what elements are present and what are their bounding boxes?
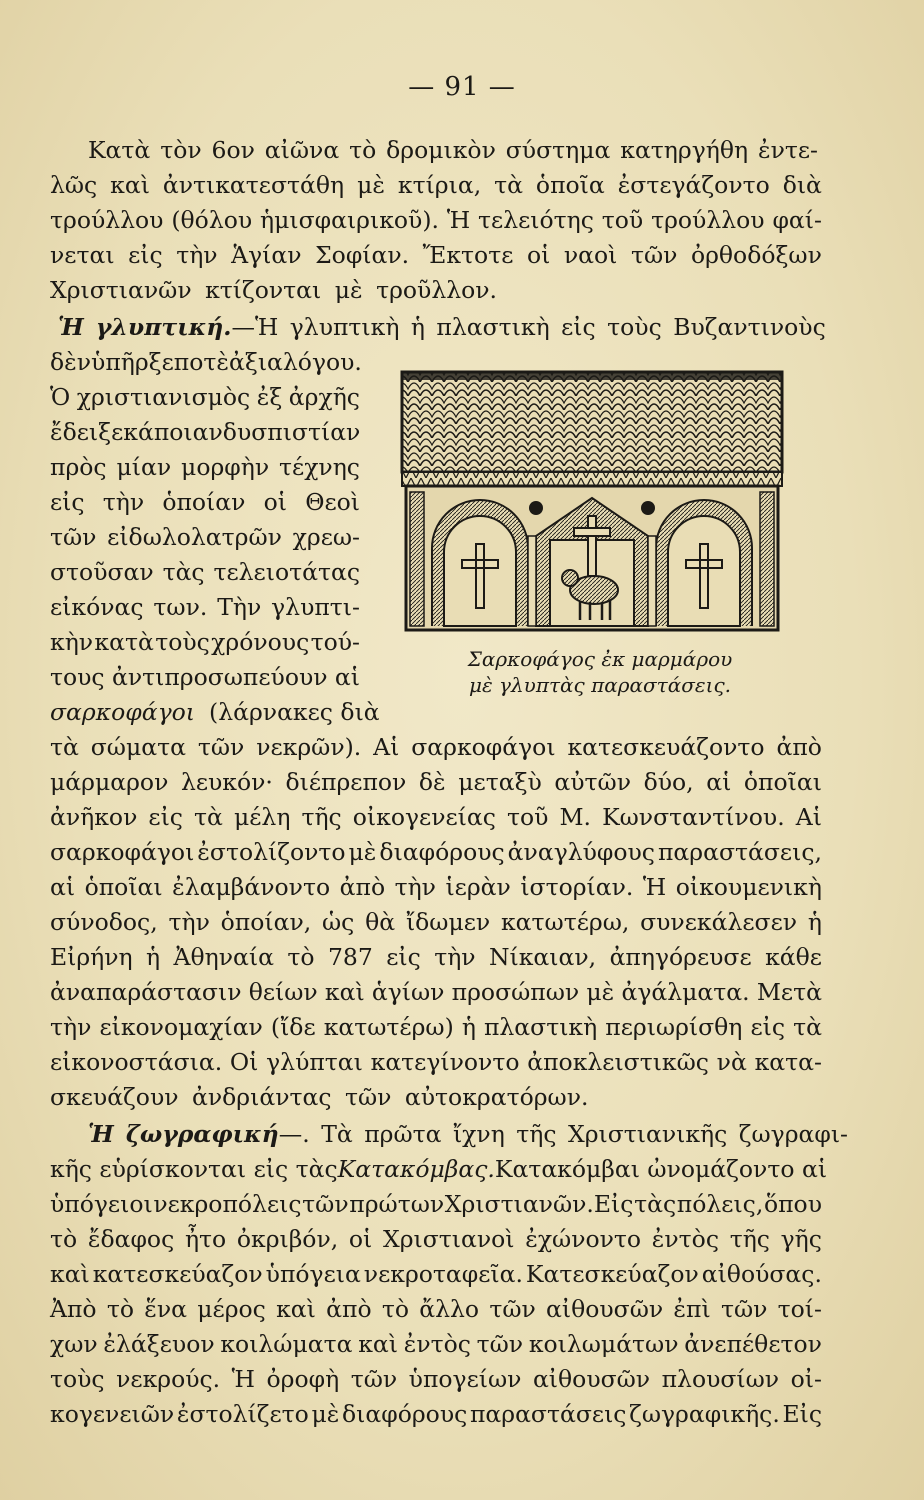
word: τὴν	[50, 1013, 92, 1041]
word: Ἡ	[642, 873, 667, 901]
text-line: Χριστιανῶν κτίζονται μὲ τροῦλλον.	[50, 276, 498, 304]
word: ἀντιπροσωπεύουν	[111, 663, 328, 691]
text-line	[50, 1152, 828, 1186]
text-line	[50, 1257, 822, 1291]
word: ὡς	[322, 908, 355, 936]
word: χρεω-	[292, 523, 360, 551]
word: ἀπὸ	[326, 1295, 372, 1323]
word: κὴν	[50, 628, 94, 656]
word: Χριστιανοὶ	[382, 1225, 515, 1253]
word: ἀρχῆς	[288, 383, 360, 411]
narrow-line	[50, 345, 360, 379]
word: οἰκουμενικὴ	[675, 873, 822, 901]
word: ἐντε-	[757, 136, 818, 164]
section-heading-painting: Ἡ ζωγραφική	[88, 1120, 279, 1148]
word: ἁγίων	[371, 978, 445, 1006]
word: μορφὴν	[181, 453, 270, 481]
word: τοῦ	[601, 206, 644, 234]
word: ἐξ	[256, 383, 283, 411]
word: στοῦσαν	[50, 558, 154, 586]
word: καὶ	[324, 978, 365, 1006]
word: ὑπόγειοι	[50, 1190, 153, 1218]
word: ἔδειξε	[50, 418, 124, 446]
word: Τὴν	[217, 593, 262, 621]
word: ὑπῆρξε	[91, 348, 174, 376]
word: ἱστορίαν.	[520, 873, 634, 901]
word: εἰδωλολατρῶν	[107, 523, 282, 551]
word: τὸ	[349, 136, 377, 164]
word: νεκρῶν).	[256, 733, 362, 761]
word: Αἱ	[373, 733, 400, 761]
narrow-line	[50, 485, 360, 519]
word: περιωρίσθη	[605, 1013, 743, 1041]
word: ἐπὶ	[673, 1295, 711, 1323]
word: δὲ	[418, 768, 446, 796]
word: κοιλώματα	[220, 1330, 353, 1358]
word: τοὺς	[155, 628, 210, 656]
word: ἐστεγάζοντο	[617, 171, 770, 199]
word: τὰ	[793, 1013, 822, 1041]
word: μέλη	[233, 803, 291, 831]
word: ὀκριβόν,	[236, 1225, 339, 1253]
word: ἀναγλύφους	[507, 838, 655, 866]
word: ἐντὸς	[403, 1330, 471, 1358]
word: θείων	[248, 978, 318, 1006]
word: ἐλαμβάνοντο	[172, 873, 331, 901]
word: συνεκάλεσεν	[640, 908, 798, 936]
word: τοῦ	[506, 803, 549, 831]
word: ζωγραφικῆς.	[629, 1400, 780, 1428]
narrow-line	[50, 695, 380, 729]
word: αἱ	[334, 663, 360, 691]
word: παραστάσεις	[469, 1400, 627, 1428]
word: εἰς	[128, 241, 163, 269]
word: ὁποῖαι	[84, 873, 163, 901]
word: Ἀπὸ	[50, 1295, 97, 1323]
word: τὸ	[287, 943, 315, 971]
word: αἰῶνα	[264, 136, 340, 164]
word: εἰς	[50, 488, 85, 516]
narrow-line	[50, 660, 360, 694]
text-line	[50, 905, 822, 939]
word: τῶν	[489, 1295, 536, 1323]
word: μέρος	[197, 1295, 266, 1323]
word: τῶν	[350, 1365, 398, 1393]
word: Μετὰ	[756, 978, 822, 1006]
word: εἰκονοστάσια.	[50, 1048, 223, 1076]
word: ἄλλο	[419, 1295, 480, 1323]
text-line	[50, 765, 822, 799]
word: κατεσκεύαζον	[92, 1260, 263, 1288]
word: ἡμισφαιρικοῦ).	[260, 206, 439, 234]
word: κογενειῶν	[50, 1400, 175, 1428]
word: ὁποίαν	[162, 488, 246, 516]
word: καὶ	[110, 171, 150, 199]
word: Κατεσκεύαζον	[525, 1260, 699, 1288]
word: δὲν	[50, 348, 92, 376]
word: τῶν	[630, 241, 678, 269]
text-line	[50, 800, 822, 834]
text-line	[88, 133, 818, 167]
word: ἡ	[146, 943, 161, 971]
text-line	[50, 1045, 822, 1079]
word: Κατὰ	[88, 136, 151, 164]
word: μὲ	[311, 1400, 340, 1428]
word: σαρκοφάγοι	[50, 838, 195, 866]
word: ἐστολίζοντο	[197, 838, 346, 866]
word: οἰκογενείας	[352, 803, 496, 831]
text-line	[50, 1327, 822, 1361]
word: τῶν	[50, 523, 97, 551]
word: τὸ	[106, 1295, 134, 1323]
word: ὁποῖαι	[743, 768, 822, 796]
word: τὰς	[162, 558, 205, 586]
word: κατωτέρω,	[500, 908, 630, 936]
word: ἀξιαλόγου.	[229, 348, 362, 376]
word: ἀνῆκον	[50, 803, 138, 831]
catacombs-italic: Κατακόμβας.	[337, 1155, 495, 1183]
word: κτίρια,	[397, 171, 482, 199]
word: τρούλλου	[651, 206, 765, 234]
word: τὸ	[50, 1225, 78, 1253]
word: τῶν	[476, 1330, 524, 1358]
word: θὰ	[365, 908, 396, 936]
word: γῆς	[780, 1225, 822, 1253]
word: τὸ	[381, 1295, 409, 1323]
word: ἀπὸ	[776, 733, 822, 761]
word: παραστάσεις,	[657, 838, 822, 866]
word: ὅπου	[763, 1190, 822, 1218]
word: δρομικὸν	[386, 136, 496, 164]
word: τὴν	[176, 241, 218, 269]
word: κατεγίνοντο	[370, 1048, 520, 1076]
word: ἀναπαράστασιν	[50, 978, 242, 1006]
word: τῆς	[301, 803, 342, 831]
narrow-line	[50, 590, 360, 624]
painting-line2-a: κῆς εὑρίσκονται εἰς τὰς	[50, 1155, 338, 1183]
word: δύο,	[643, 768, 694, 796]
word: προσώπων	[451, 978, 580, 1006]
word: κατεσκευάζοντο	[567, 733, 765, 761]
word: τρούλλου	[50, 206, 164, 234]
word: Αἱ	[795, 803, 822, 831]
text-line: σκευάζουν ἀνδριάντας τῶν αὐτοκρατόρων.	[50, 1083, 589, 1111]
word: ἔδαφος	[87, 1225, 175, 1253]
word: χρόνους	[211, 628, 310, 656]
word: ἡ	[807, 908, 822, 936]
word: μὲ	[357, 171, 385, 199]
word: τὰ	[50, 733, 79, 761]
word: (θόλου	[171, 206, 253, 234]
figure-caption: μὲ γλυπτὰς παραστάσεις.	[468, 673, 732, 697]
word: ἕνα	[144, 1295, 188, 1323]
word: ὁποίαν,	[220, 908, 312, 936]
word: αἱ	[706, 768, 732, 796]
word: εἰς	[148, 803, 183, 831]
word: διὰ	[782, 171, 822, 199]
word: σώματα	[90, 733, 186, 761]
word: σύνοδος,	[50, 908, 158, 936]
word: διαφόρους	[379, 838, 505, 866]
word: τελειότης	[478, 206, 594, 234]
word: κατωτέρω)	[323, 1013, 454, 1041]
word: εἰκονομαχίαν	[99, 1013, 263, 1041]
word: αἰθουσῶν	[532, 1365, 651, 1393]
sarcophagi-italic: σαρκοφάγοι	[50, 698, 196, 726]
word: ἦτο	[184, 1225, 227, 1253]
text-line	[50, 238, 822, 272]
word: μεταξὺ	[458, 768, 542, 796]
text-line	[50, 1292, 822, 1326]
word: κάθε	[765, 943, 822, 971]
word: οἱ	[526, 241, 551, 269]
text-line	[50, 1222, 822, 1256]
word: λευκόν·	[180, 768, 273, 796]
word: κατηργήθη	[620, 136, 749, 164]
word: Οἱ	[229, 1048, 259, 1076]
word: καὶ	[50, 1260, 90, 1288]
text-line	[58, 310, 826, 344]
text-line	[50, 203, 822, 237]
text-line	[50, 975, 822, 1009]
word: Ὁ	[50, 383, 71, 411]
word: τὸν	[160, 136, 202, 164]
text-line	[50, 1010, 822, 1044]
word: νὰ	[716, 1048, 747, 1076]
word: Νίκαιαν,	[488, 943, 597, 971]
text-line	[50, 730, 822, 764]
word: τοὺς	[50, 1365, 105, 1393]
word: ἐχώνοντο	[525, 1225, 642, 1253]
word: ἀγάλματα.	[621, 978, 750, 1006]
word: ἀπὸ	[339, 873, 386, 901]
word: κοιλωμάτων	[528, 1330, 679, 1358]
word: Εἰρήνη	[50, 943, 133, 971]
word: ὀροφὴ	[266, 1365, 340, 1393]
word: λῶς	[50, 171, 98, 199]
word: εἰκόνας	[50, 593, 144, 621]
word: μὲ	[586, 978, 615, 1006]
word: αὐτῶν	[554, 768, 631, 796]
word: νεται	[50, 241, 115, 269]
text-line	[50, 1362, 822, 1396]
word: Κωνσταντίνου.	[602, 803, 785, 831]
word: μίαν	[116, 453, 172, 481]
word: κατα-	[754, 1048, 822, 1076]
word: αἰθουσῶν	[546, 1295, 664, 1323]
word: τελειοτάτας	[213, 558, 360, 586]
word: πλαστικὴ	[483, 1013, 598, 1041]
word: ἐντὸς	[651, 1225, 719, 1253]
word: Ἡ	[446, 206, 471, 234]
word: Ἁγίαν	[231, 241, 302, 269]
word: πρώτων	[349, 1190, 445, 1218]
word: ἀνεπέθετον	[684, 1330, 822, 1358]
text-line	[50, 1187, 822, 1221]
word: τῶν	[302, 1190, 349, 1218]
painting-line-rest: —. Τὰ πρῶτα ἴχνη τῆς Χριστιανικῆς ζωγραφι-	[278, 1120, 848, 1148]
word: Εἰς	[782, 1400, 822, 1428]
word: οἱ	[348, 1225, 373, 1253]
word: μὲ	[348, 838, 377, 866]
word: πόλεις,	[676, 1190, 764, 1218]
word: τῆς	[729, 1225, 770, 1253]
narrow-line	[50, 625, 360, 659]
word: οἱ	[263, 488, 287, 516]
word: ναοὶ	[563, 241, 618, 269]
word: τῶν	[197, 733, 245, 761]
narrow-line	[50, 520, 360, 554]
word: ἱερὰν	[445, 873, 511, 901]
narrow-line	[50, 415, 360, 449]
word: κατὰ	[94, 628, 154, 656]
text-line	[50, 940, 822, 974]
word: γλύπται	[266, 1048, 363, 1076]
word: τὰ	[194, 803, 223, 831]
word: ποτὲ	[173, 348, 230, 376]
word: Μ.	[559, 803, 592, 831]
word: τὰς	[634, 1190, 677, 1218]
word: νεκροταφεῖα.	[363, 1260, 523, 1288]
word: ἐλάξευον	[103, 1330, 215, 1358]
word: ἡ	[461, 1013, 476, 1041]
word: ὁποῖα	[535, 171, 605, 199]
word: νεκρούς.	[116, 1365, 221, 1393]
word: εἰς	[386, 943, 421, 971]
word: τού-	[310, 628, 360, 656]
painting-line2-b: Κατακόμβαι ὠνομάζοντο αἱ	[494, 1155, 828, 1183]
word: φαί-	[772, 206, 822, 234]
page-number: — 91 —	[408, 72, 516, 102]
section-heading-sculpture: Ἡ γλυπτική.	[58, 313, 232, 341]
word: νεκροπόλεις	[153, 1190, 302, 1218]
word: καὶ	[358, 1330, 398, 1358]
text-line	[50, 168, 822, 202]
word: τοί-	[777, 1295, 822, 1323]
word: αἰθούσας.	[701, 1260, 822, 1288]
sculpture-line-rest: —Ἡ γλυπτικὴ ἡ πλαστικὴ εἰς τοὺς Βυζαντινοὺς	[231, 313, 826, 341]
word: καὶ	[276, 1295, 316, 1323]
word: ἴδωμεν	[405, 908, 491, 936]
word: των.	[153, 593, 208, 621]
text-line	[88, 1117, 848, 1151]
word: Θεοὶ	[305, 488, 360, 516]
word: τὴν	[434, 943, 476, 971]
word: τους	[50, 663, 105, 691]
word: τῶν	[720, 1295, 768, 1323]
word: ἀντικατεστάθη	[162, 171, 345, 199]
word: ὑπόγεια	[265, 1260, 361, 1288]
word: πλουσίων	[661, 1365, 780, 1393]
word: οἰ-	[790, 1365, 822, 1393]
narrow-line	[50, 450, 360, 484]
text-line	[50, 1397, 822, 1431]
word: ἀπηγόρευσε	[609, 943, 752, 971]
text-line	[50, 835, 822, 869]
word: εἰς	[750, 1013, 786, 1041]
word: ὀρθοδόξων	[690, 241, 822, 269]
word: (ἴδε	[270, 1013, 316, 1041]
word: τὴν	[168, 908, 210, 936]
word: κάποιαν	[123, 418, 223, 446]
word: Ἡ	[231, 1365, 255, 1393]
word: Σοφίαν.	[315, 241, 410, 269]
word: τέχνης	[279, 453, 360, 481]
text-line	[50, 870, 822, 904]
word: ὑπογείων	[408, 1365, 522, 1393]
word: γλυπτι-	[271, 593, 360, 621]
word: μάρμαρον	[50, 768, 169, 796]
word: σαρκοφάγοι	[411, 733, 556, 761]
narrow-line-rest: (λάρνακες διὰ	[209, 698, 380, 726]
word: 6ον	[211, 136, 255, 164]
narrow-line	[50, 555, 360, 589]
word: δυσπιστίαν	[222, 418, 361, 446]
word: τὴν	[102, 488, 145, 516]
word: αἱ	[50, 873, 76, 901]
word: χριστιανισμὸς	[76, 383, 251, 411]
narrow-line	[50, 380, 360, 414]
word: χων	[50, 1330, 98, 1358]
word: ἀποκλειστικῶς	[527, 1048, 709, 1076]
word: Ἔκτοτε	[422, 241, 514, 269]
word: πρὸς	[50, 453, 107, 481]
word: τὴν	[394, 873, 436, 901]
word: Χριστιανῶν.Εἰς	[444, 1190, 634, 1218]
word: διαφόρους	[342, 1400, 468, 1428]
figure-caption: Σαρκοφάγος ἐκ μαρμάρου	[467, 647, 733, 671]
word: Ἀθηναία	[173, 943, 274, 971]
word: διέπρεπον	[285, 768, 407, 796]
word: ἐστολίζετο	[176, 1400, 309, 1428]
word: σύστημα	[505, 136, 611, 164]
sarcophagus-illustration	[396, 368, 788, 634]
word: 787	[327, 943, 373, 971]
word: τὰ	[494, 171, 523, 199]
